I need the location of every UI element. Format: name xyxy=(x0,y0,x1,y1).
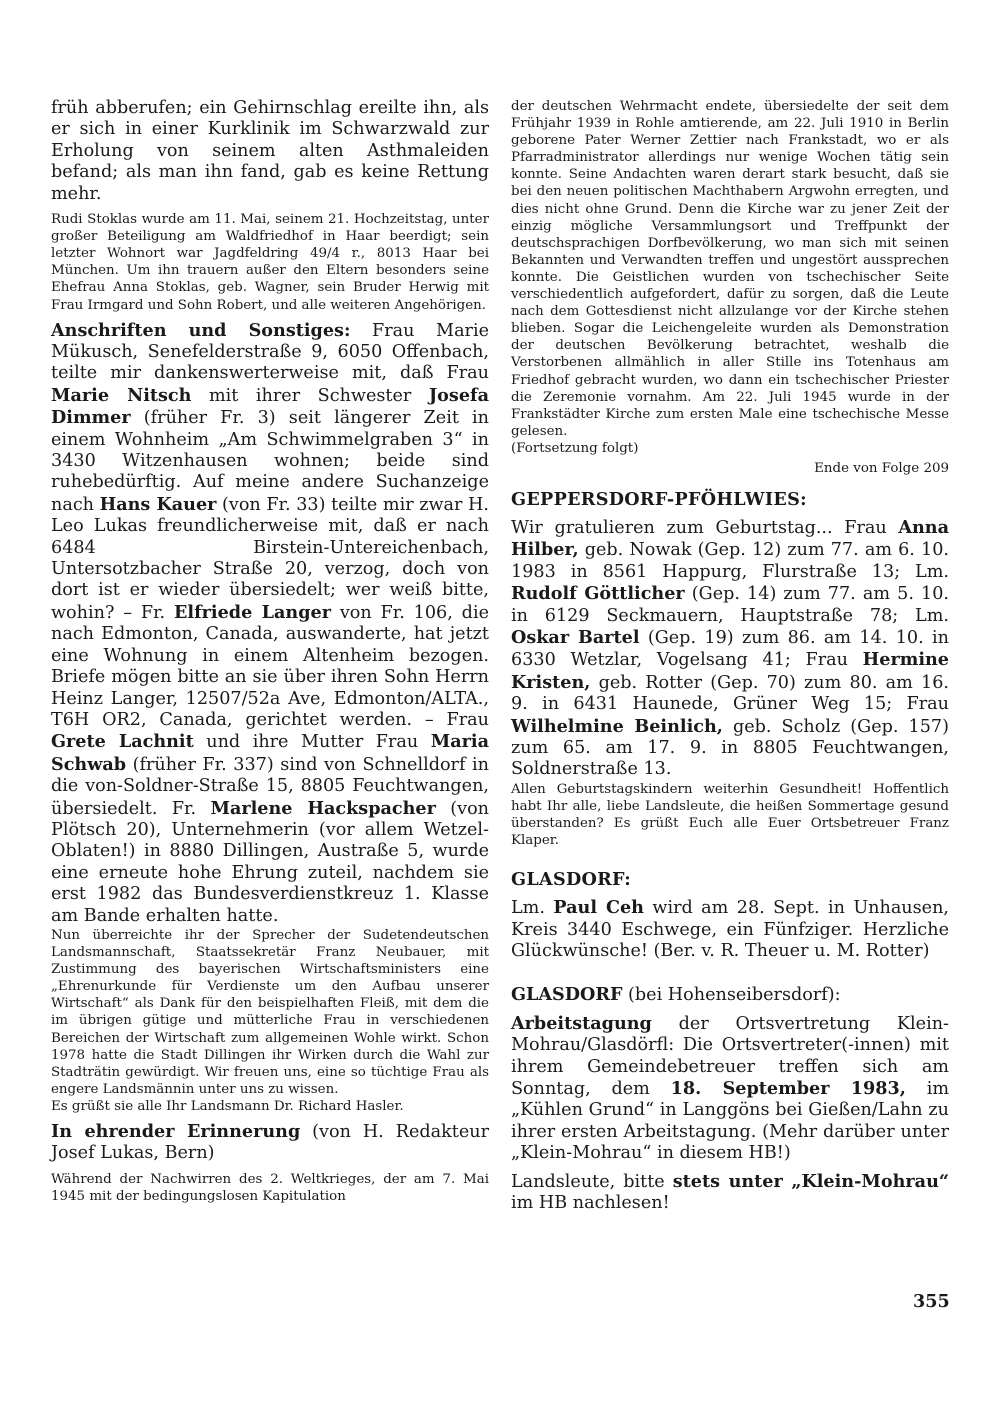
name-bold: Maria Schwab xyxy=(51,731,489,775)
end-note: Ende von Folge 209 xyxy=(814,460,949,476)
text-run: im „Kühlen Grund“ in Langgöns bei Gießen/Lahn zu ihrer ersten Arbeitstagung. (Mehr darüber unter „Klein-Mohrau“ in diesem HB!) xyxy=(511,1079,950,1164)
paragraph-3 xyxy=(51,320,489,927)
text-run: (Gep. 19) zum 86. am 14. 10. in 6330 Wetzlar, Vogelsang 41; Frau xyxy=(511,628,950,671)
text-run: (von Plötsch 20), Unternehmerin (vor allem Wetzel-Oblaten!) in 8880 Dillingen, Austraße 5, wurde eine erneute hohe Ehrung zuteil, nachdem sie erst 1982 das Bundesverdienstkreuz 1. Klasse am Bande erhalten hatte. xyxy=(51,798,489,926)
text-run: Lm. xyxy=(511,898,554,919)
name-bold: Elfriede Langer xyxy=(173,601,331,623)
continuation-note: (Fortsetzung folgt) xyxy=(511,440,639,456)
name-bold: Oskar Bartel xyxy=(511,627,640,648)
paragraph-7 xyxy=(511,1171,949,1215)
text-run: Landsleute, bitte xyxy=(511,1171,673,1192)
text-run: mit ihrer Schwester xyxy=(191,385,429,406)
text-run: (bei Hohenseibersdorf): xyxy=(622,985,841,1006)
section-heading-glasdorf: GLASDORF: xyxy=(511,869,632,891)
paragraph-1: der deutschen Wehrmacht endete, übersiedelte der seit dem Frühjahr 1939 in Rohle amtierende, am 22. Juli 1910 in Berlin geborene Pater Werner Zettier nach Frankstadt, wo er als Pfarradministrator allerdings nur wenige Wochen tätig sein konnte. Seine Andachten waren derart stark besucht, daß sie bei den neuen politischen Machthabern Argwohn erregten, und dies nicht ohne Grund. Denn die Kirche war zu jener Zeit der einzig mögliche Versammlungsort und Treffpunkt der deutschsprachigen Dorfbevölkerung, wo man sich mit seinen Bekannten und Verwandten treffen und ungestört aussprechen konnte. Die Geistlichen wurden von tschechischer Seite verschiedentlich aufgefordert, dafür zu sorgen, daß die Leute nach dem Gottesdienst nicht allzulange vor der Kirche stehen blieben. Sogar die Leichengeleite wurden als Demonstration der deutschen Bevölkerung betrachtet, weshalb die Verstorbenen allmählich in aller Stille ins Totenhaus am Friedhof gebracht wurden, wo dann ein tschechischer Priester die Zeremonie vornahm. Am 22. Juli 1945 wurde in der Frankstädter Kirche zum ersten Male eine tschechische Messe gelesen. xyxy=(511,99,949,439)
paragraph-6 xyxy=(51,1121,489,1165)
name-bold: Rudolf Göttlicher xyxy=(511,583,685,605)
section-heading-geppersdorf: GEPPERSDORF-PFÖHLWIES: xyxy=(511,488,807,510)
name-bold: Hermine Kristen, xyxy=(511,649,949,693)
text-run: von Fr. 106, die nach Edmonton, Canada, auswanderte, hat jetzt eine Wohnung in einem Altenheim bezogen. Briefe mögen bitte an sie über ihren Sohn Herrn Heinz Langer, 12507/52a Ave, Edmonton/ALTA., T6H OR2, Canada, gerichtet werden. – Frau xyxy=(51,602,489,730)
text-run: wird am 28. Sept. in Unhausen, Kreis 3440 Eschwege, ein Fünfziger. Herzliche Glückwünsche! (Ber. v. R. Theuer u. M. Rotter) xyxy=(511,898,950,962)
left-column xyxy=(51,98,489,1205)
page-number: 355 xyxy=(913,1291,950,1312)
section-lead: In ehrender Erinnerung xyxy=(51,1121,301,1142)
name-bold: Hans Kauer xyxy=(99,493,217,515)
paragraph-4: Nun überreichte ihr der Sprecher der Sudetendeutschen Landsmannschaft, Staatssekretär Franz Neubauer, mit Zustimmung des bayerischen Wirtschaftsministers eine „Ehrenurkunde für Verdienste um den Aufbau unserer Wirtschaft“ als Dank für den beispielhaften Fleiß, mit dem die im übrigen gütige und mütterliche Frau in verschiedenen Bereichen der Wirtschaft zum allgemeinen Wohle wirkt. Schon 1978 hatte die Stadt Dillingen ihr Wirken durch die Wahl zur Stadträtin gewürdigt. Wir freuen uns, eine so tüchtige Frau als engere Landsmännin unter uns zu wissen. xyxy=(51,927,489,1097)
text-run: im HB nachlesen! xyxy=(511,1193,670,1214)
paragraph-5 xyxy=(511,897,949,962)
paragraph-1: früh abberufen; ein Gehirnschlag ereilte ihn, als er sich in einer Kurklinik im Schwarzwald zur Erholung von seinem alten Asthmaleiden befand; als man ihn fand, gab es keine Rettung mehr. xyxy=(51,98,489,204)
text-run: (von H. Redakteur Josef Lukas, Bern) xyxy=(51,1122,489,1164)
right-column xyxy=(511,98,949,1215)
section-heading-glasdorf-2 xyxy=(511,984,949,1006)
text-run: der Ortsvertretung Klein-Mohrau/Glasdörfl: Die Ortsvertreter(-innen) mit ihrem Gemeindebetreuer treffen sich am Sonntag, dem xyxy=(511,1013,949,1100)
paragraph-6 xyxy=(511,1013,949,1165)
paragraph-7: Während der Nachwirren des 2. Weltkrieges, der am 7. Mai 1945 mit der bedingungslosen Kapitulation xyxy=(51,1171,489,1204)
name-bold: Grete Lachnit xyxy=(51,731,194,753)
text-run: geb. Nowak (Gep. 12) zum 77. am 6. 10. 1983 in 8561 Happurg, Flurstraße 13; Lm. xyxy=(511,540,949,582)
name-bold: Josefa Dimmer xyxy=(51,384,489,429)
text-run: geb. Scholz (Gep. 157) zum 65. am 17. 9. in 8805 Feuchtwangen, Soldnerstraße 13. xyxy=(511,716,949,780)
text-run: Wir gratulieren zum Geburtstag... Frau xyxy=(511,517,899,538)
text-bold: stets unter „Klein-Mohrau“ xyxy=(672,1170,949,1192)
name-bold: Marie Nitsch xyxy=(51,384,192,406)
section-lead: Anschriften und Sonstiges: xyxy=(51,319,351,341)
name-bold: Wilhelmine Beinlich, xyxy=(511,715,723,737)
text-run: (von Fr. 33) teilte mir zwar H. Leo Lukas freundlicherweise mit, daß er nach 6484 Birstein-Untereichenbach, Untersotzbacher Straße 20, verzog, doch von dort ist er wieder übersiedelt; wer weiß bitte, wohin? – Fr. xyxy=(51,494,489,623)
text-run: (Gep. 14) zum 77. am 5. 10. in 6129 Seckmauern, Hauptstraße 78; Lm. xyxy=(511,584,949,626)
paragraph-2: Rudi Stoklas wurde am 11. Mai, seinem 21. Hochzeitstag, unter großer Beteiligung am Waldfriedhof in Haar beerdigt; sein letzter Wohnort war Jagdfeldring 49/4 r., 8013 Haar bei München. Um ihn trauern außer den Eltern besonders seine Ehefrau Anna Stoklas, geb. Wagner, sein Bruder Herwig mit Frau Irmgard und Sohn Robert, und alle weiteren Angehörigen. xyxy=(51,212,489,313)
text-bold: 18. September 1983, xyxy=(670,1078,906,1100)
text-run: (früher Fr. 3) seit längerer Zeit in einem Wohnheim „Am Schwimmelgraben 3“ in 3430 Witzenhausen wohnen; beide sind ruhebedürftig. Auf meine andere Suchanzeige nach xyxy=(51,408,489,515)
text-run: und ihre Mutter Frau xyxy=(193,732,431,753)
name-bold: Anna Hilber, xyxy=(511,516,949,561)
paragraph-4: Allen Geburtstagskindern weiterhin Gesundheit! Hoffentlich habt Ihr alle, liebe Landsleute, die heißen Sommertage gesund überstanden? Es grüßt Euch alle Euer Ortsbetreuer Franz Klaper. xyxy=(511,781,949,849)
text-run: Frau Marie Mükusch, Senefelderstraße 9, 6050 Offenbach, teilte mir dankenswerterweise mit, daß Frau xyxy=(51,320,490,384)
name-bold: Paul Ceh xyxy=(553,897,644,919)
text-run: geb. Rotter (Gep. 70) zum 80. am 16. 9. in 6431 Haunede, Grüner Weg 15; Frau xyxy=(511,672,949,715)
text-bold: Arbeitstagung xyxy=(511,1012,652,1034)
signature-line: Es grüßt sie alle Ihr Landsmann Dr. Richard Hasler. xyxy=(51,1098,404,1114)
name-bold: Marlene Hackspacher xyxy=(210,797,436,819)
text-run: (früher Fr. 337) sind von Schnelldorf in die von-Soldner-Straße 15, 8805 Feuchtwangen, übersiedelt. Fr. xyxy=(51,754,489,819)
heading-bold: GLASDORF xyxy=(511,984,623,1006)
paragraph-3 xyxy=(511,517,949,781)
